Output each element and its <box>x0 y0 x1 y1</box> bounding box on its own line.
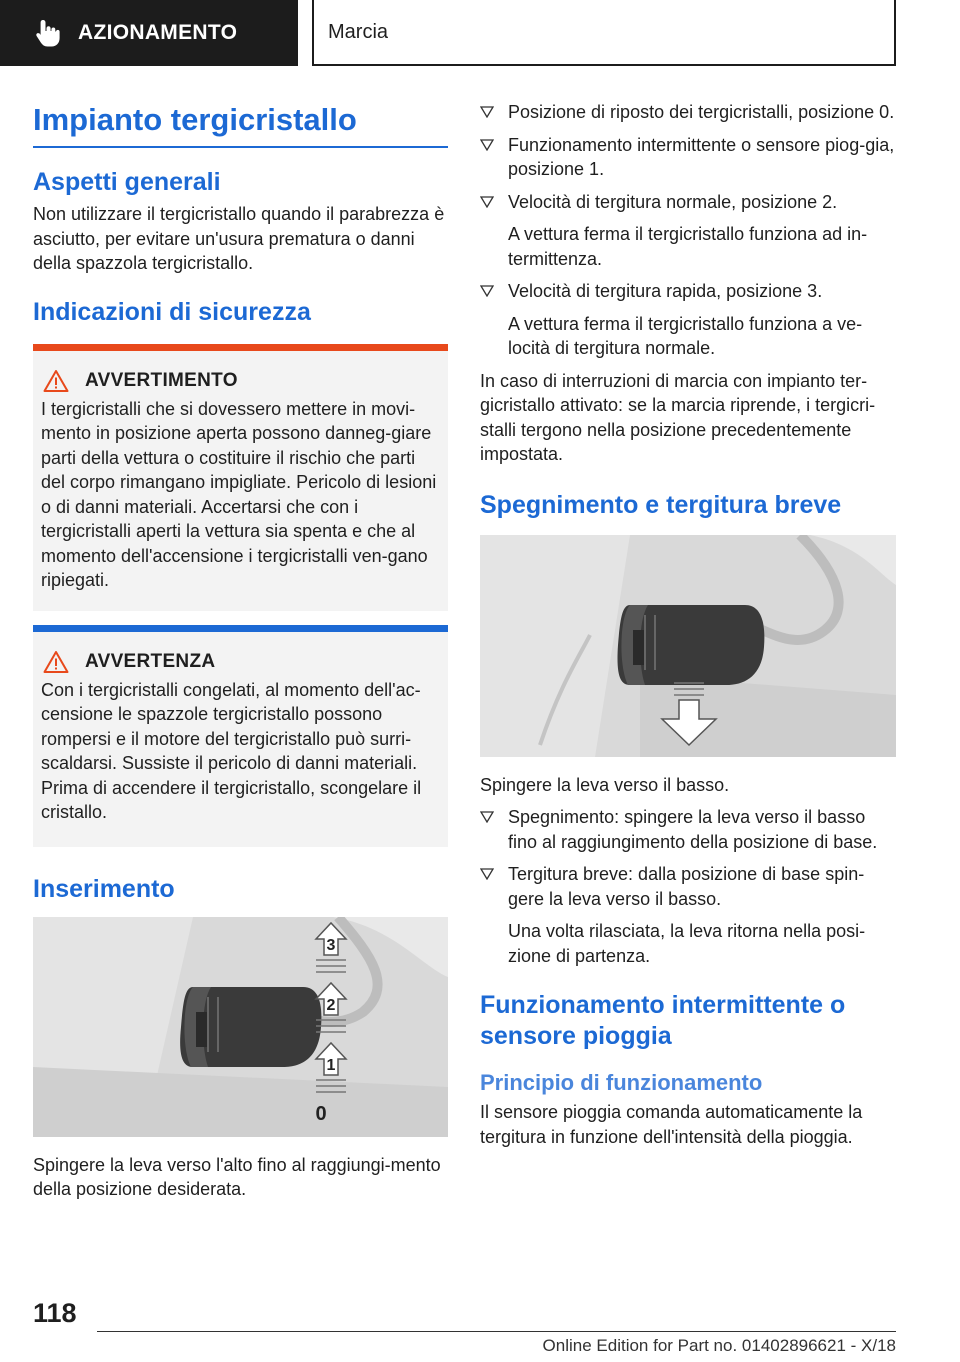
figure-wiper-lever-up <box>33 917 448 1137</box>
lever-position-3: 3 <box>326 936 336 954</box>
warning1-title: AVVERTIMENTO <box>85 369 238 391</box>
list-item-text: Velocità di tergitura rapida, posizione 3. <box>508 281 823 301</box>
warning2-title: AVVERTENZA <box>85 650 216 672</box>
section-name: AZIONAMENTO <box>78 21 238 44</box>
hand-pointer-icon <box>34 18 62 48</box>
intermittent-heading: Funzionamento intermittente o sensore pioggia <box>480 991 846 1050</box>
principle-heading: Principio di funzionamento <box>480 1070 763 1095</box>
edition-info: Online Edition for Part no. 01402896621 - X/18 <box>542 1336 896 1355</box>
page-title: Impianto tergicristallo <box>33 100 448 148</box>
interrupt-text: In caso di interruzioni di marcia con impianto ter-gicristallo attivato: se la marcia riprende, i tergicri-stalli tergono nella posizione precedentemente impostata. <box>480 370 876 464</box>
triangle-bullet-icon <box>480 868 494 880</box>
list-item <box>480 279 896 361</box>
list-item-text: Posizione di riposto dei tergicristalli, posizione 0. <box>508 102 895 122</box>
triangle-bullet-icon <box>480 196 494 208</box>
footer-divider <box>97 1331 896 1332</box>
general-heading: Aspetti generali <box>33 168 221 196</box>
list-item-subtext: Una volta rilasciata, la leva ritorna nella posi-zione di partenza. <box>508 921 866 966</box>
triangle-bullet-icon <box>480 106 494 118</box>
lever-position-1: 1 <box>326 1056 336 1074</box>
lever-position-0: 0 <box>315 1102 327 1125</box>
warning2-text: Con i tergicristalli congelati, al momento dell'ac-censione le spazzole tergicristallo possono rompersi e il motore del tergicristallo può surri-scaldarsi. Sussiste il pericolo di danni materiali. Prima di accendere il tergicristallo, scongelare il cristallo. <box>41 679 422 822</box>
chapter-name: Marcia <box>328 20 389 43</box>
safety-heading: Indicazioni di sicurezza <box>33 297 311 326</box>
triangle-bullet-icon <box>480 285 494 297</box>
positions-list <box>480 100 896 361</box>
warning-box-notice <box>33 625 448 847</box>
list-item <box>480 100 896 125</box>
right-column <box>480 100 896 1149</box>
list-item <box>480 133 896 182</box>
figure-wiper-lever-down <box>480 535 896 757</box>
section-tab <box>0 0 298 66</box>
list-item-text: Funzionamento intermittente o sensore piog-gia, posizione 1. <box>508 134 895 179</box>
general-text: Non utilizzare il tergicristallo quando il parabrezza è asciutto, per evitare un'usura prematura o danni della spazzola tergicristallo. <box>33 204 445 273</box>
chapter-tab <box>312 0 896 66</box>
list-item-subtext: A vettura ferma il tergicristallo funziona ad in-termittenza. <box>508 224 868 269</box>
triangle-bullet-icon <box>480 811 494 823</box>
list-item-text: Velocità di tergitura normale, posizione 2. <box>508 191 838 212</box>
off-heading: Spegnimento e tergitura breve <box>480 490 842 519</box>
list-item <box>480 805 896 854</box>
list-item-subtext: A vettura ferma il tergicristallo funziona a ve-locità di tergitura normale. <box>508 313 863 358</box>
left-column <box>33 100 448 1202</box>
triangle-bullet-icon <box>480 139 494 151</box>
lever-position-2: 2 <box>326 996 336 1014</box>
off-list <box>480 805 896 968</box>
warning-triangle-icon <box>43 369 69 393</box>
warning-box-critical <box>33 344 448 611</box>
list-item <box>480 862 896 968</box>
insert-heading: Inserimento <box>33 874 175 903</box>
warning1-text: I tergicristalli che si dovessero mettere in movi-mento in posizione aperta possono danneg-giare parti della vettura o costituire il rischio che parti del corpo rimangano impigliate. Pericolo di lesioni o di danni materiali. Accertarsi che con i tergicristalli aperti la vettura sia spenta e che al momento dell'accensione i tergicristalli ven-gano ripiegati. <box>41 398 437 590</box>
warning-triangle-icon <box>43 650 69 674</box>
page-number: 118 <box>33 1298 77 1328</box>
insert-text: Spingere la leva verso l'alto fino al raggiungi-mento della posizione desiderata. <box>33 1154 441 1199</box>
off-text: Spingere la leva verso il basso. <box>480 774 730 795</box>
principle-text: Il sensore pioggia comanda automaticamente la tergitura in funzione dell'intensità della pioggia. <box>480 1102 863 1147</box>
list-item <box>480 190 896 272</box>
list-item-text: Tergitura breve: dalla posizione di base spin-gere la leva verso il basso. <box>508 864 865 909</box>
list-item-text: Spegnimento: spingere la leva verso il basso fino al raggiungimento della posizione di base. <box>508 807 878 852</box>
